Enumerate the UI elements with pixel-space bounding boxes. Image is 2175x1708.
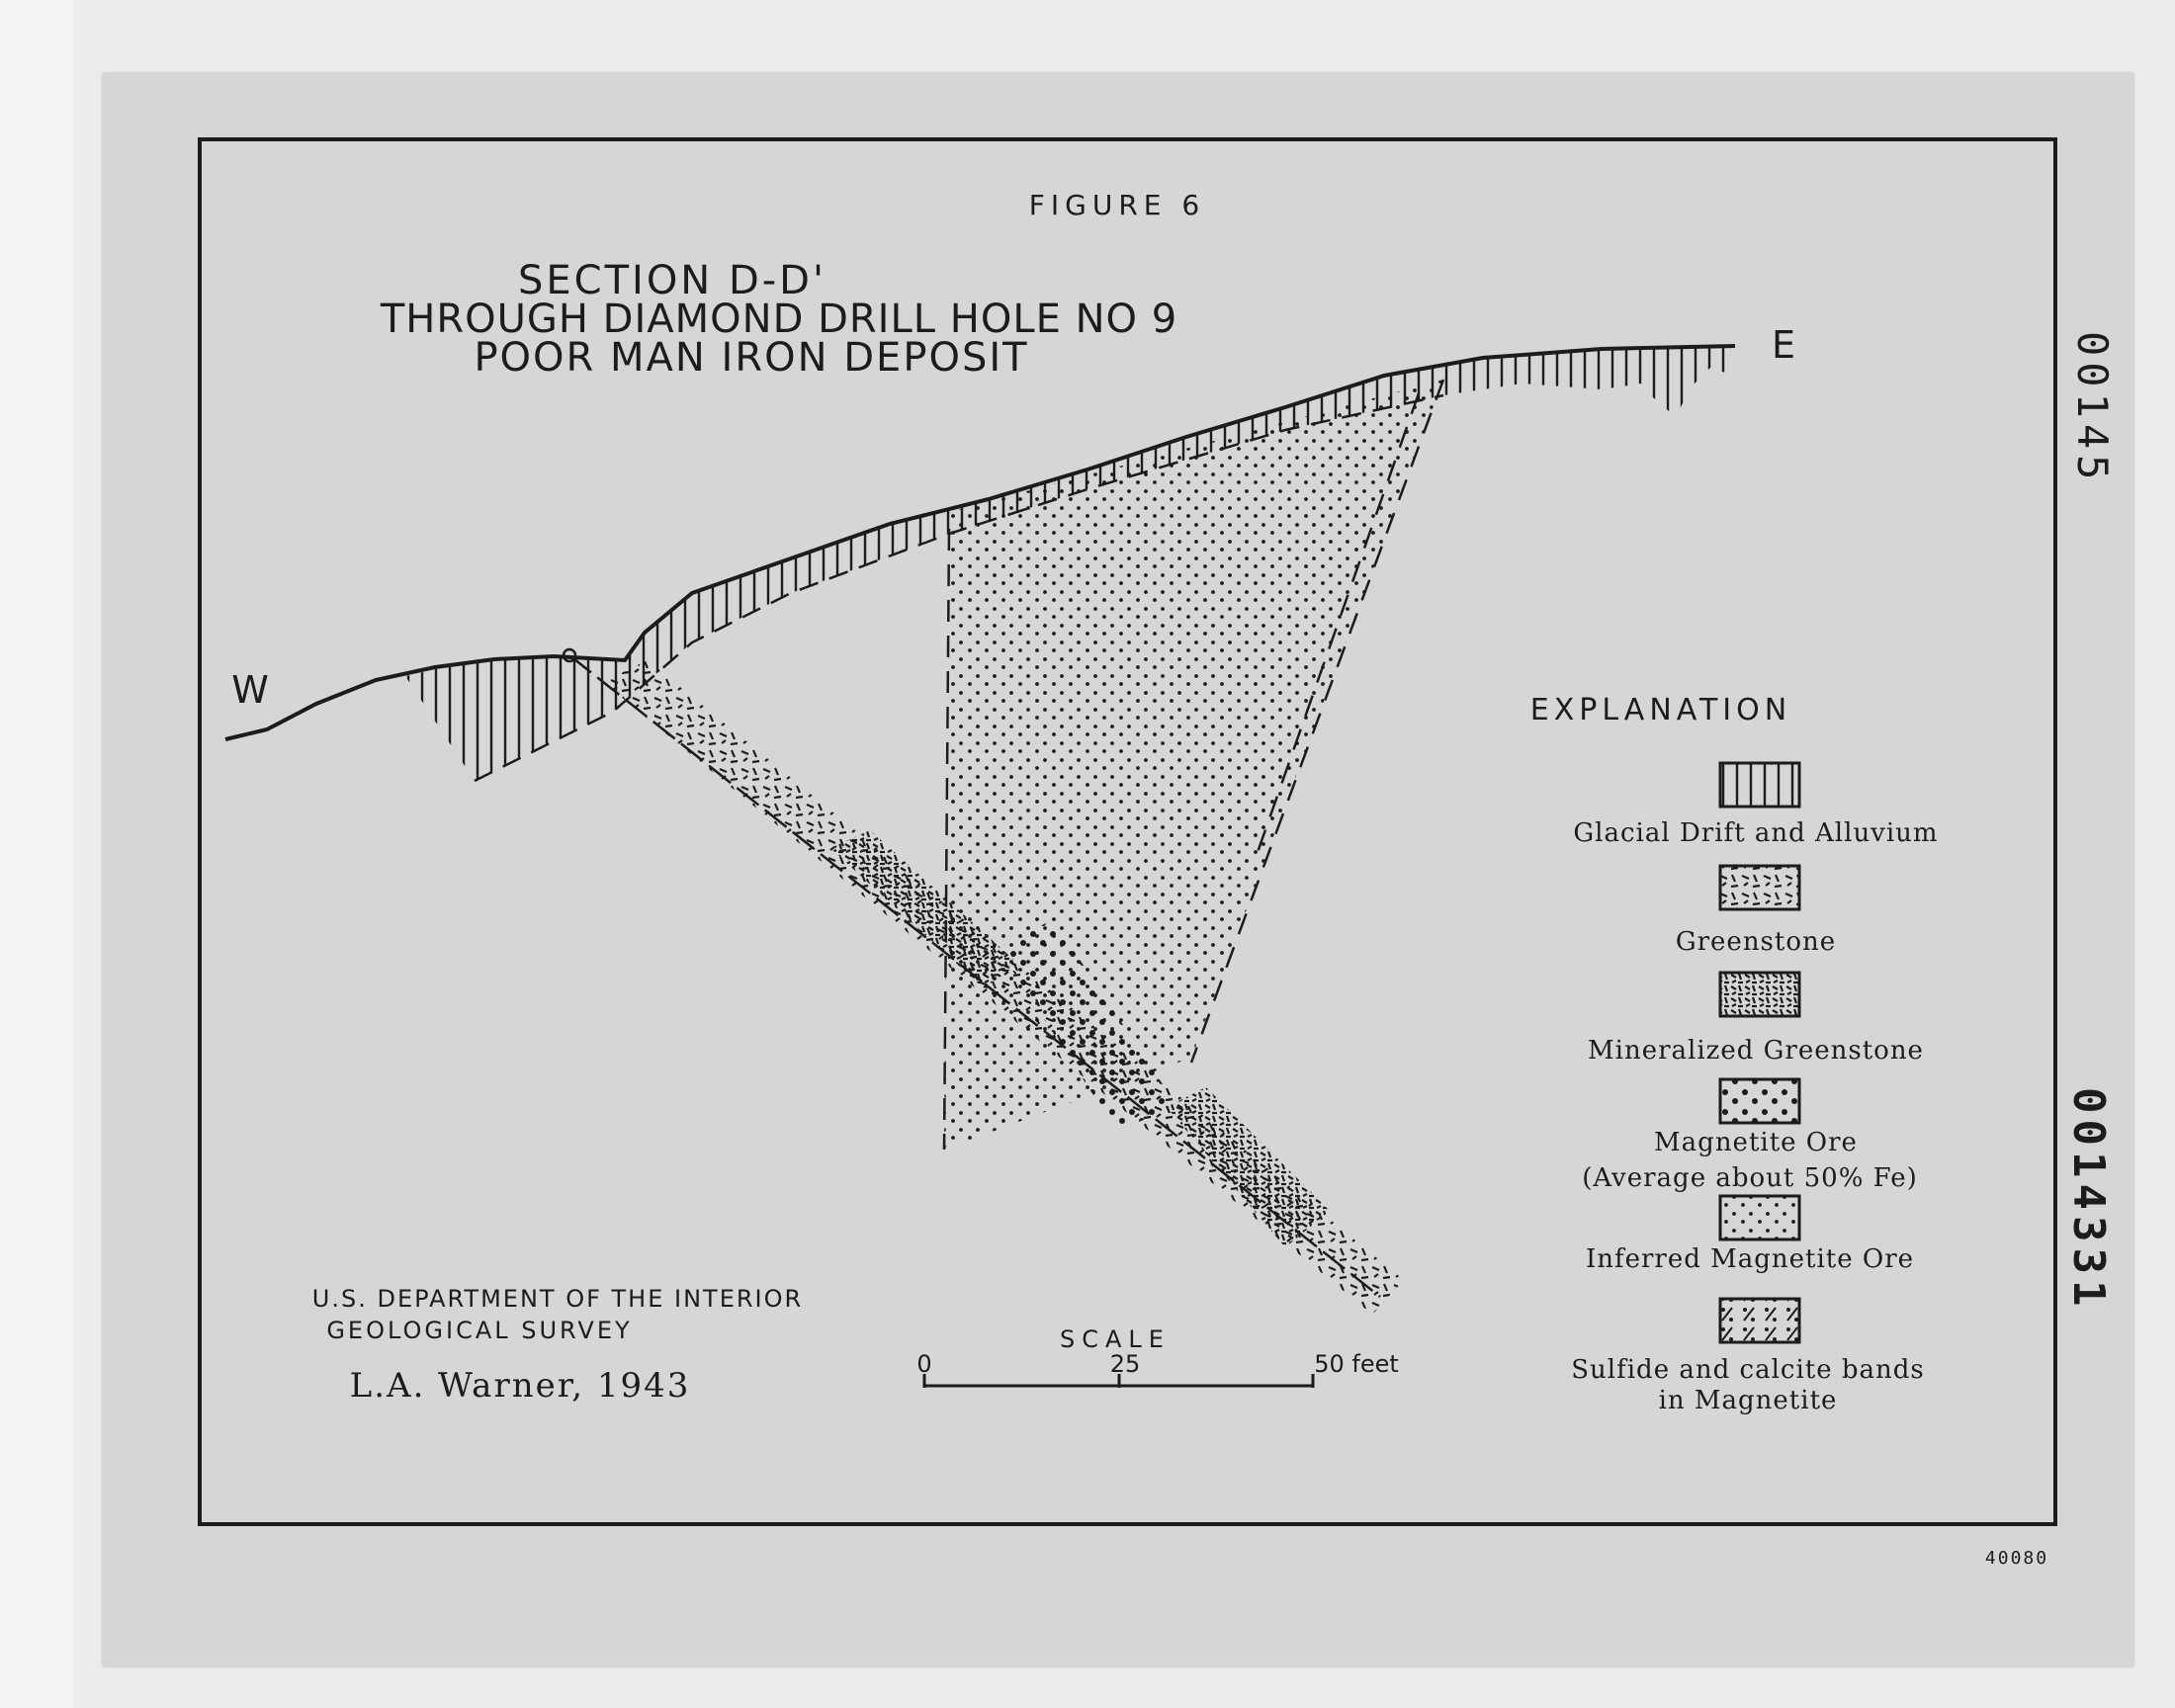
legend-heading: EXPLANATION: [1529, 693, 1792, 727]
archive-number-top: 00145: [2068, 331, 2117, 486]
legend-swatch-small-dots: [1720, 1196, 1799, 1239]
author-credit: L.A. Warner, 1943: [349, 1366, 691, 1406]
scale-label: SCALE: [1060, 1325, 1171, 1353]
mineralized-greenstone-lower: [1167, 1087, 1330, 1247]
legend-swatch-percent-marks: [1720, 1299, 1799, 1342]
archive-number-bottom: 40080: [1984, 1548, 2049, 1569]
legend-label: Magnetite Ore: [1654, 1128, 1858, 1157]
section-subtitle: THROUGH DIAMOND DRILL HOLE NO 9: [380, 297, 1178, 342]
legend-item-inferred-magnetite: [1586, 1196, 1914, 1274]
legend-label: Mineralized Greenstone: [1588, 1036, 1924, 1066]
west-end-label: W: [231, 668, 269, 712]
legend-swatch-vertical-hatch: [1720, 763, 1799, 807]
scale-tick-label-50: 50 feet: [1314, 1350, 1399, 1378]
agency-name: U.S. DEPARTMENT OF THE INTERIOR: [311, 1285, 804, 1313]
legend-label-line2: in Magnetite: [1658, 1386, 1838, 1415]
legend-item-magnetite-ore: [1582, 1079, 1918, 1193]
legend-label: Glacial Drift and Alluvium: [1573, 818, 1939, 848]
legend-swatch-dense-dashes: [1720, 973, 1799, 1016]
legend-item-sulfide-calcite: [1571, 1299, 1925, 1415]
archive-number-side: 0014331: [2063, 1087, 2114, 1313]
east-end-label: E: [1771, 323, 1796, 367]
scale-tick-label-0: 0: [916, 1350, 932, 1378]
legend-label: Greenstone: [1675, 927, 1837, 957]
scale-tick-label-25: 25: [1109, 1350, 1141, 1378]
legend-item-greenstone: [1676, 866, 1836, 957]
legend-label-line2: (Average about 50% Fe): [1582, 1163, 1918, 1193]
legend-label: Sulfide and calcite bands: [1571, 1355, 1925, 1385]
legend-label: Inferred Magnetite Ore: [1585, 1244, 1915, 1274]
legend-swatch-dashes: [1720, 866, 1799, 909]
legend-item-glacial-drift: [1573, 763, 1938, 848]
figure-label: FIGURE 6: [1028, 189, 1206, 221]
section-title: SECTION D-D': [518, 258, 826, 303]
deposit-name: POOR MAN IRON DEPOSIT: [474, 335, 1029, 381]
legend-item-mineralized-greenstone: [1588, 973, 1924, 1066]
survey-name: GEOLOGICAL SURVEY: [326, 1317, 633, 1344]
legend-swatch-large-dots: [1720, 1079, 1799, 1123]
